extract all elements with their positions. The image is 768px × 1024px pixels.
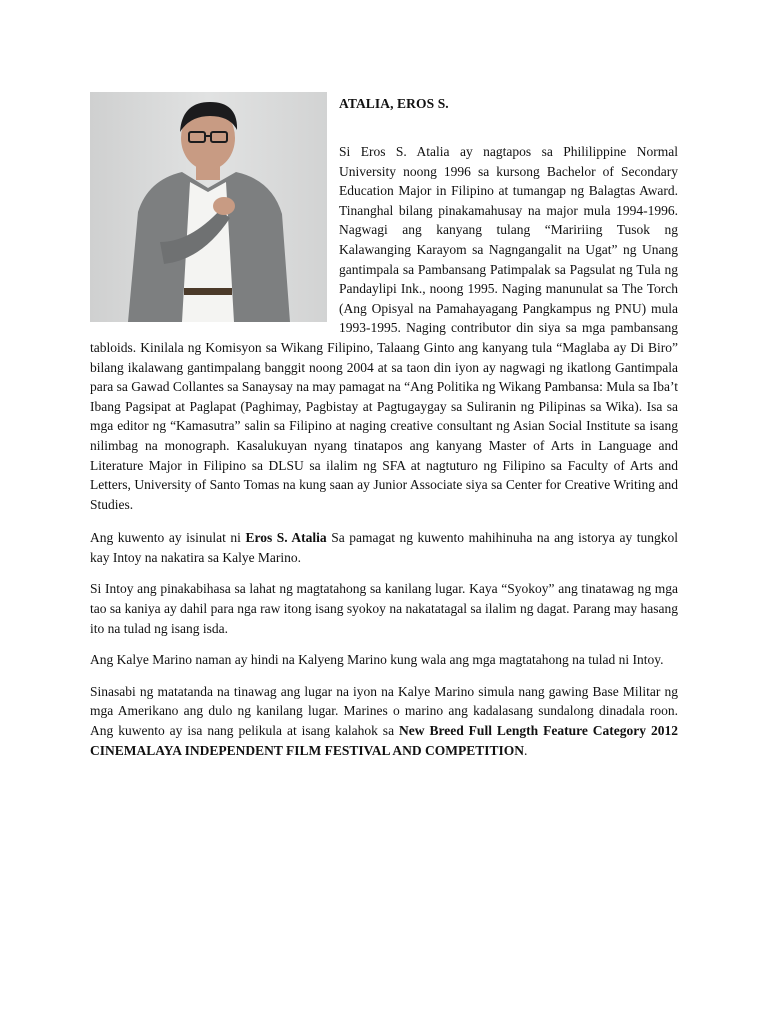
author-portrait-image xyxy=(90,92,327,322)
author-photo xyxy=(90,92,327,322)
biography-paragraph: Si Eros S. Atalia ay nagtapos sa Phililippine Normal University noong 1996 sa kursong Bachelor of Secondary Education Major in Filipino at tumangap ng Balagtas Award. Tinanghal bilang pinakamahusay na major mula 1994-1996. Nagwagi ang kanyang tulang “Maririing Tusok ng Kalawanging Karayom sa Nagngangalit na Ugat” ng Unang gantimpala sa Pambansang Patimpalak sa Pagsulat ng Tula ng Pandaylipi Ink., noong 1995. Naging manunulat sa The Torch (Ang Opisyal na Pamahayagang Pangkampus ng PNU) mula 1993-1995. Naging contributor din siya sa mga pambansang tabloids. Kinilala ng Komisyon sa Wikang Filipino, Talaang Ginto ang kanyang tula “Maglaba ay Di Biro” bilang ikalawang gantimpalang banggit noong 2004 at sa taon din iyon ay nagwagi ng ikatlong Gantimpala para sa Gawad Collantes sa Sanaysay na may pamagat na “Ang Politika ng Wikang Pambansa: Mula sa Iba’t Ibang Pagsipat at Paglapat (Paghimay, Pagbistay at Pagtugaygay sa Suliranin ng Pilipinas sa Wika). Isa sa mga editor ng “Kamasutra” salin sa Filipino at naging creative consultant ng Asian Social Institute sa isang nilimbag na monograph. Kasalukuyan nyang tinatapos ang kanyang Master of Arts in Language and Literature Major in Filipino sa DLSU sa ilalim ng SFA at nagtuturo ng Filipino sa Faculty of Arts and Letters, University of Santo Tomas na kung saan ay Junior Associate siya sa Center for Creative Writing and Studies. xyxy=(90,144,678,512)
hand-shape xyxy=(213,197,235,215)
author-name-bold: Eros S. Atalia xyxy=(245,530,327,546)
base-militar-paragraph: Sinasabi ng matatanda na tinawag ang lugar na iyon na Kalye Marino simula nang gawing Base Militar ng mga Amerikano ang dulo ng kanilang lugar. Marines o marino ang kadalasang sundalong dinadala roon. Ang kuwento ay isa nang pelikula at isang kalahok sa New Breed Full Length Feature Category 2012 CINEMALAYA INDEPENDENT FILM FESTIVAL AND COMPETITION. xyxy=(90,683,678,758)
festival-name-bold: New Breed Full Length Feature Category 2012 CINEMALAYA INDEPENDENT FILM FESTIVAL AND COMPETITION xyxy=(90,723,678,758)
belt-shape xyxy=(184,288,232,295)
author-name-heading: ATALIA, EROS S. xyxy=(339,96,449,111)
intoy-paragraph: Si Intoy ang pinakabihasa sa lahat ng magtatahong sa kanilang lugar. Kaya “Syokoy” ang tinatawag ng mga tao sa kaniya ay dahil para nga raw itong isang syokoy na nakatatagal sa ilalim ng dagat. Parang may hasang ito na tulad ng isang isda. xyxy=(90,581,678,636)
kalye-marino-paragraph: Ang Kalye Marino naman ay hindi na Kalyeng Marino kung wala ang mga magtatahong na tulad ni Intoy. xyxy=(90,652,664,668)
story-intro-paragraph: Ang kuwento ay isinulat ni Eros S. Atalia Sa pamagat ng kuwento mahihinuha na ang istorya ay tungkol kay Intoy na nakatira sa Kalye Marino. xyxy=(90,530,679,565)
